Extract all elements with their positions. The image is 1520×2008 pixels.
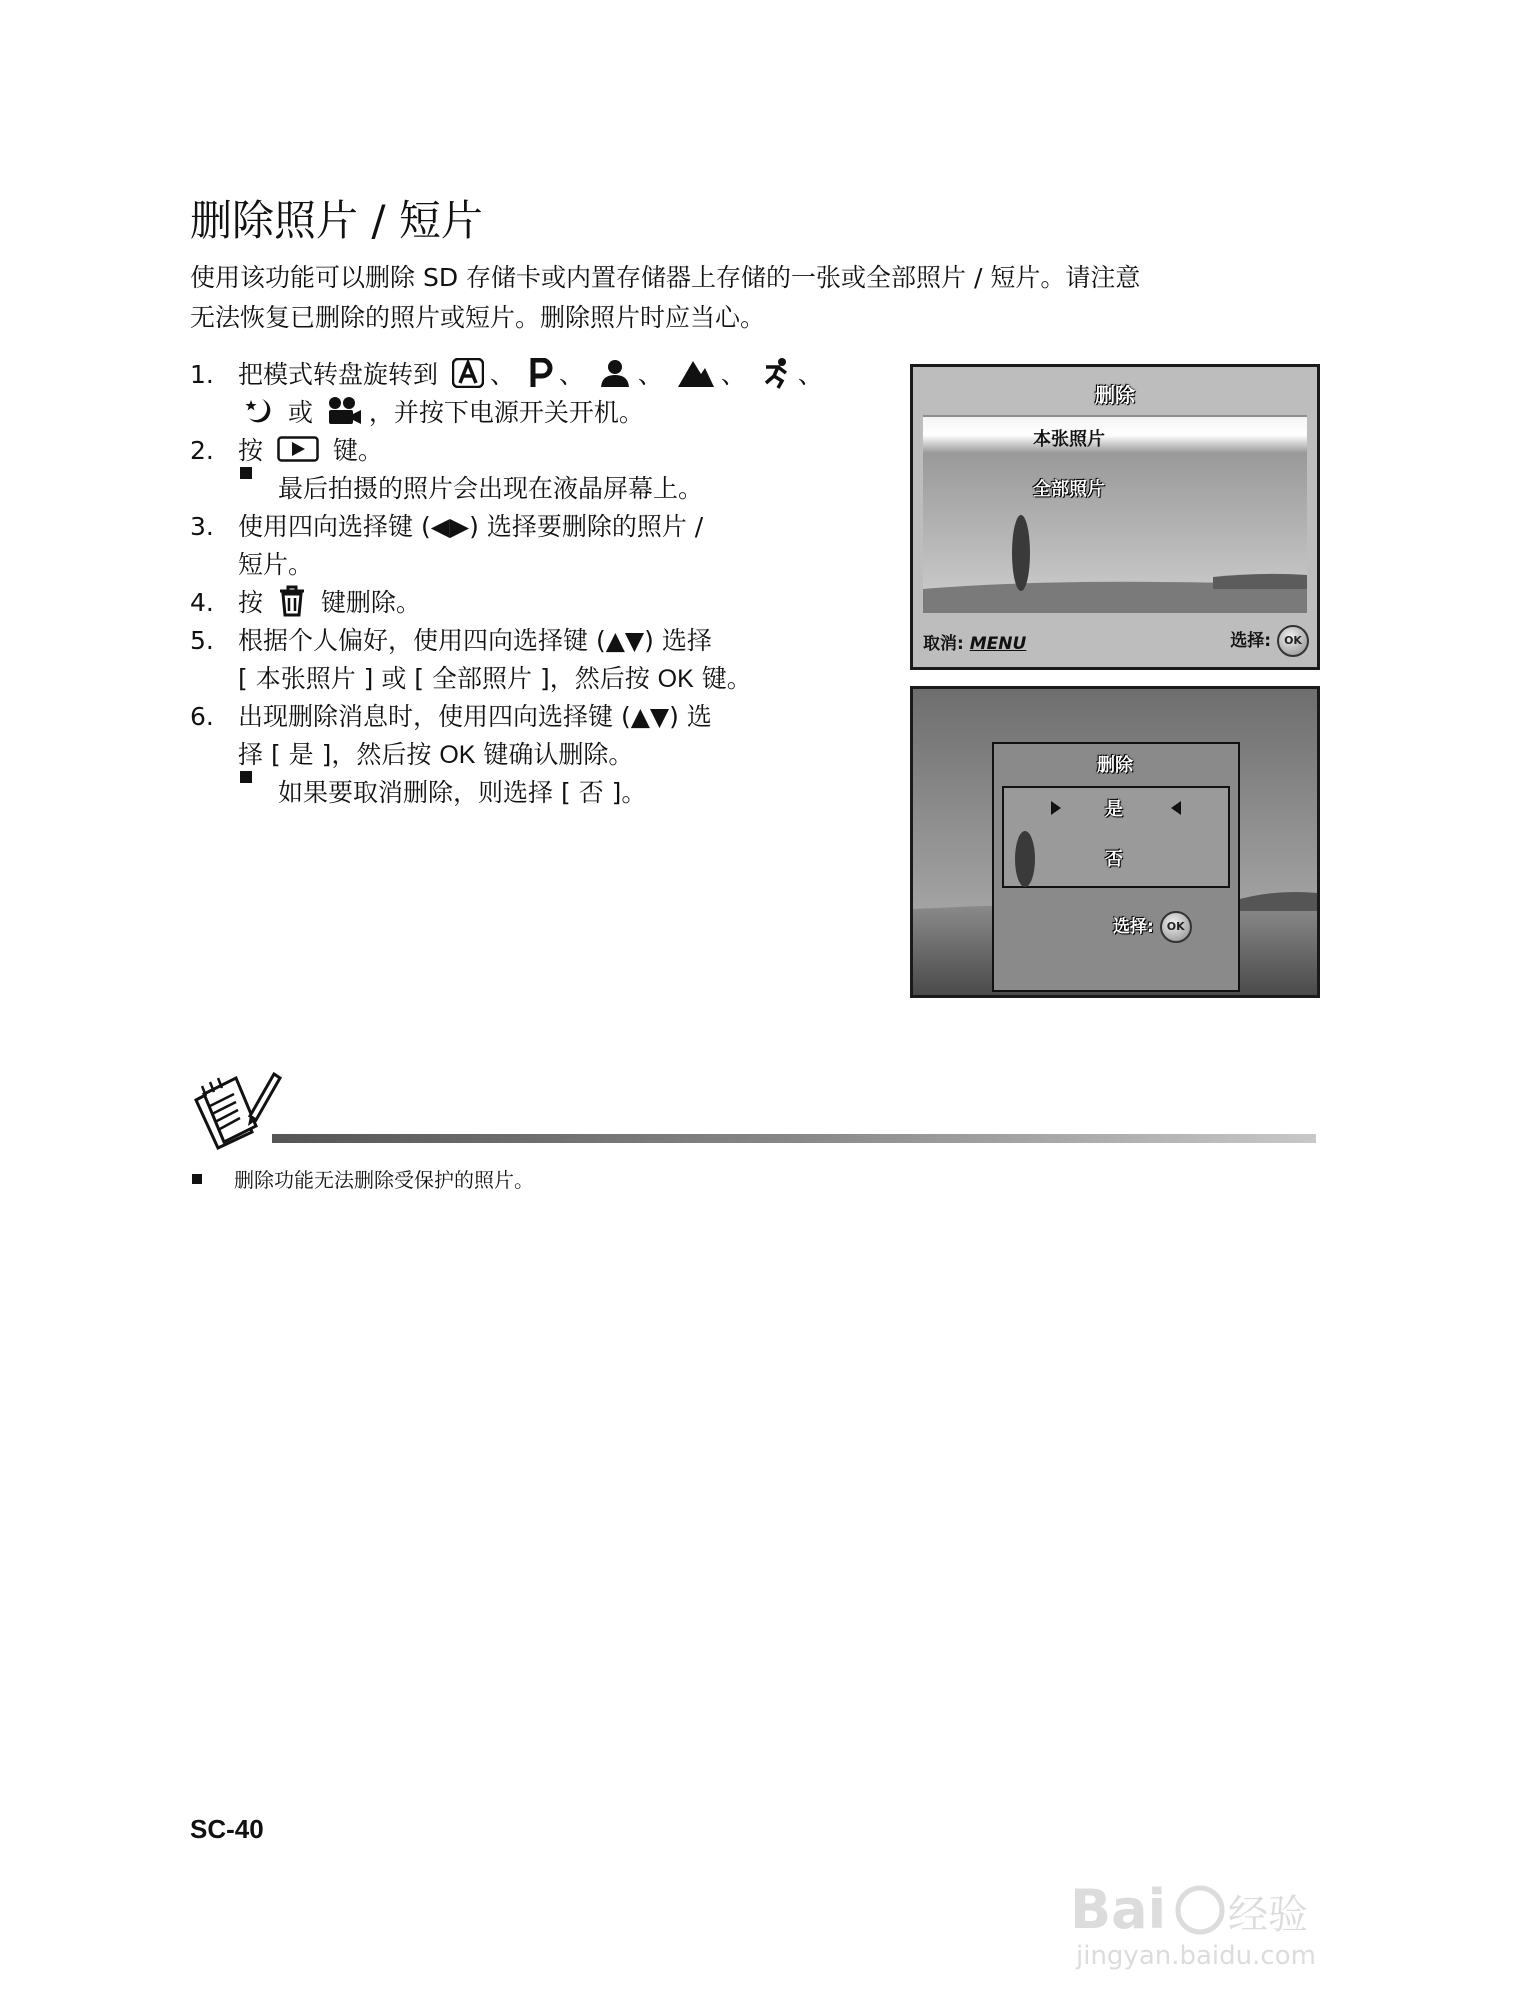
screen1-title: 删除 xyxy=(1095,383,1135,407)
step-3: 3. 使用四向选择键 (◀▶) 选择要删除的照片 / 短片。 xyxy=(190,512,704,579)
movie-mode-icon xyxy=(327,396,363,426)
page-number: SC-40 xyxy=(190,1814,264,1844)
option-yes[interactable]: 是 xyxy=(1105,799,1123,820)
note-item: 删除功能无法删除受保护的照片。 xyxy=(190,1164,534,1193)
ok-button-icon: OK xyxy=(1277,625,1309,657)
watermark-logo xyxy=(1070,1880,1390,1977)
camera-screen-delete-menu xyxy=(910,364,1320,670)
page-title: 删除照片 / 短片 xyxy=(190,196,483,245)
step-1: 1. 把模式转盘旋转到 、 、 、 、 、 或 ，并按下电源开关开机。 xyxy=(190,356,830,432)
cancel-hint: 取消: MENU xyxy=(923,634,1027,654)
portrait-mode-icon xyxy=(598,358,632,388)
screen2-title: 删除 xyxy=(1097,755,1133,776)
svg-text:jingyan.baidu.com: jingyan.baidu.com xyxy=(1076,1941,1316,1970)
svg-text:Bai: Bai xyxy=(1070,1880,1167,1941)
notepad-pencil-icon xyxy=(190,1066,282,1152)
landscape-photo-background xyxy=(913,689,1317,995)
camera-screen-delete-confirm xyxy=(910,686,1320,998)
menu-key-label: MENU xyxy=(969,634,1027,654)
program-mode-icon xyxy=(529,358,553,388)
note-divider xyxy=(272,1134,1316,1143)
bullet-square-icon xyxy=(192,1174,202,1184)
step-5: 5. 根据个人偏好，使用四向选择键 (▲▼) 选择 [ 本张照片 ] 或 [ 全部照片 ]，然后按 OK 键。 xyxy=(190,626,752,693)
step-2-note: 最后拍摄的照片会出现在液晶屏幕上。 xyxy=(190,470,830,508)
step-6-note: 如果要取消删除，则选择 [ 否 ]。 xyxy=(190,774,830,812)
intro-line-2: 无法恢复已删除的照片或短片。删除照片时应当心。 xyxy=(190,303,766,332)
intro-paragraph xyxy=(190,258,1330,338)
intro-line-1: 使用该功能可以删除 SD 存储卡或内置存储器上存储的一张或全部照片 / 短片。请注意 xyxy=(190,263,1141,292)
option-this-photo[interactable]: 本张照片 xyxy=(1033,429,1105,450)
step-6: 6. 出现删除消息时，使用四向选择键 (▲▼) 选 择 [ 是 ]，然后按 OK 键确认删除。 xyxy=(190,702,712,769)
landscape-mode-icon xyxy=(677,358,715,388)
playback-button-icon xyxy=(277,436,319,462)
option-no[interactable]: 否 xyxy=(1105,849,1123,870)
ok-button-icon: OK xyxy=(1160,911,1192,943)
step-2: 2. 按 键。 xyxy=(190,436,383,465)
sports-mode-icon xyxy=(760,357,792,389)
step-4: 4. 按 键删除。 xyxy=(190,584,830,622)
auto-mode-icon xyxy=(452,358,484,388)
trash-icon xyxy=(277,585,307,617)
bullet-square-icon xyxy=(240,467,252,479)
steps-list xyxy=(190,356,830,812)
svg-text:经验: 经验 xyxy=(1228,1892,1308,1938)
night-scene-icon xyxy=(244,396,274,426)
landscape-photo-background xyxy=(913,367,1317,667)
bullet-square-icon xyxy=(240,771,252,783)
select-hint: 选择: OK xyxy=(1113,911,1192,943)
select-hint: 选择: OK xyxy=(1230,625,1309,657)
option-all-photos[interactable]: 全部照片 xyxy=(1033,479,1105,500)
